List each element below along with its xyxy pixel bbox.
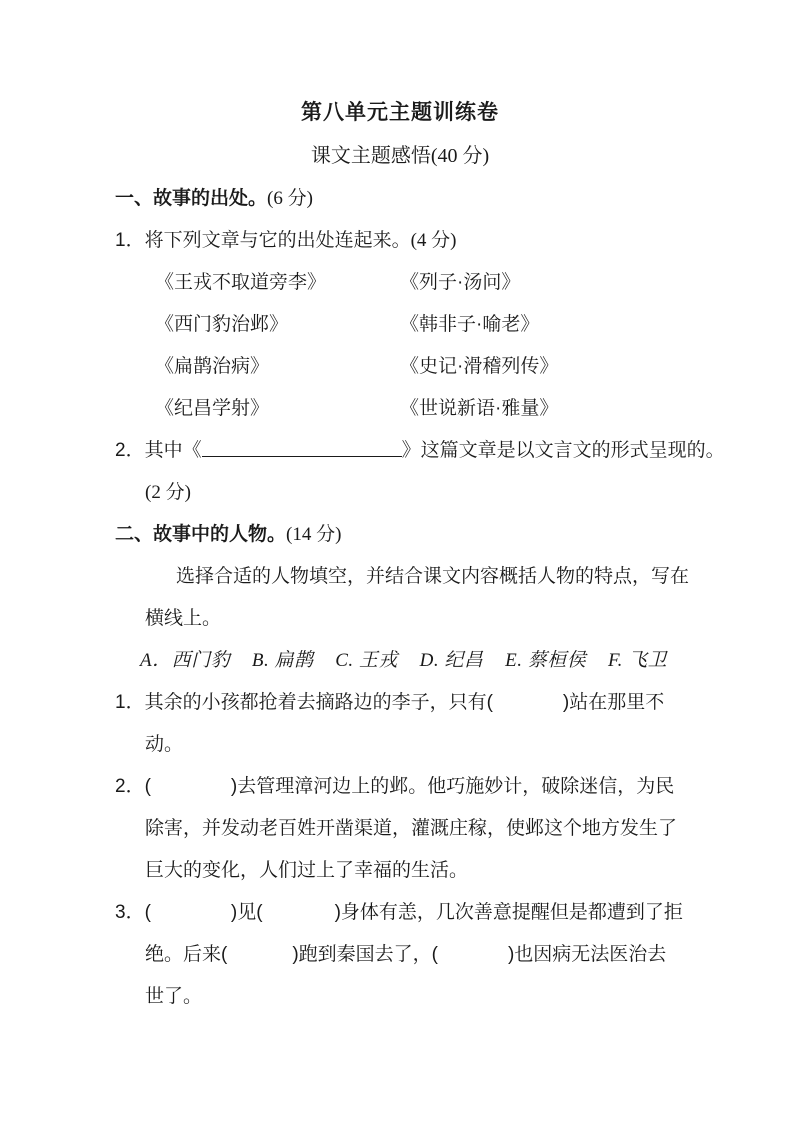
s1-q2-score: (2 分)	[145, 482, 191, 503]
match-right-item[interactable]: 《韩非子·喻老》	[400, 314, 540, 335]
match-right-item[interactable]: 《列子·汤问》	[400, 272, 521, 293]
s2-q3-line-1	[115, 892, 685, 934]
fill-blank[interactable]	[263, 917, 335, 918]
section-2-heading: 二、故事中的人物。	[115, 524, 287, 545]
s2-q1-line-2: 动。	[145, 734, 184, 755]
s2-q3-line-3: 世了。	[145, 986, 203, 1007]
s2-q3-text-b: )见(	[230, 902, 263, 923]
s1-q2-line	[115, 430, 725, 472]
option-d[interactable]: D. 纪昌	[419, 650, 484, 671]
fill-blank[interactable]	[227, 959, 292, 960]
match-row	[155, 262, 685, 304]
s2-q3-text-e: )跑到秦国去了，(	[292, 944, 438, 965]
s2-intro-line-2: 横线上。	[145, 608, 222, 629]
s1-q1-score: (4 分)	[410, 230, 457, 251]
option-f[interactable]: F. 飞卫	[608, 650, 668, 671]
s2-q3-line-2	[145, 934, 685, 976]
s1-q1-prompt: 1．将下列文章与它的出处连起来。	[115, 230, 411, 251]
s2-q3-text-f: )也因病无法医治去	[507, 944, 667, 965]
section-2-heading-line	[115, 514, 685, 556]
fill-blank[interactable]	[151, 791, 231, 792]
match-left-item[interactable]: 《纪昌学射》	[155, 398, 270, 419]
match-right-item[interactable]: 《史记·滑稽列传》	[400, 356, 559, 377]
match-left-item[interactable]: 《王戎不取道旁李》	[155, 272, 327, 293]
match-left-item[interactable]: 《西门豹治邺》	[155, 314, 289, 335]
section-1-heading-line	[115, 178, 685, 220]
s2-q3-text-c: )身体有恙，几次善意提醒但是都遭到了拒	[334, 902, 683, 923]
option-b[interactable]: B. 扁鹊	[251, 650, 314, 671]
s2-q2-text-a: 2．(	[115, 776, 151, 797]
s1-q2-prefix: 2．其中《	[115, 440, 202, 461]
section-1-score: (6 分)	[267, 188, 313, 209]
s1-q1-prompt-line	[115, 220, 685, 262]
s2-intro-line-1: 选择合适的人物填空，并结合课文内容概括人物的特点，写在	[176, 566, 690, 587]
option-a[interactable]: A．西门豹	[140, 650, 231, 671]
option-e[interactable]: E. 蔡桓侯	[505, 650, 587, 671]
match-row	[155, 304, 685, 346]
match-left-item[interactable]: 《扁鹊治病》	[155, 356, 270, 377]
s2-q3-text-d: 绝。后来(	[145, 944, 228, 965]
paper-subtitle-score: (40 分)	[430, 145, 490, 167]
match-right-item[interactable]: 《世说新语·雅量》	[400, 398, 559, 419]
subtitle-line	[115, 135, 685, 178]
s2-options-line	[140, 640, 685, 682]
paper-subtitle: 课文主题感悟	[310, 145, 431, 167]
page-title: 第八单元主题训练卷	[301, 101, 499, 124]
s2-q1-line-1	[115, 682, 685, 724]
fill-blank-underline[interactable]	[202, 436, 402, 457]
fill-blank[interactable]	[493, 707, 563, 708]
match-row	[155, 346, 685, 388]
option-c[interactable]: C. 王戎	[335, 650, 398, 671]
s2-q1-text-a: 1．其余的小孩都抢着去摘路边的李子，只有(	[115, 692, 493, 713]
s2-q3-text-a: 3．(	[115, 902, 151, 923]
s2-q2-line-3: 巨大的变化，人们过上了幸福的生活。	[145, 860, 469, 881]
s2-q1-text-b: )站在那里不	[562, 692, 665, 713]
s1-q2-suffix: 》这篇文章是以文言文的形式呈现的。	[401, 440, 725, 461]
section-2-score: (14 分)	[286, 524, 342, 545]
fill-blank[interactable]	[438, 959, 508, 960]
s2-q2-line-2: 除害，并发动老百姓开凿渠道，灌溉庄稼，使邺这个地方发生了	[145, 818, 678, 839]
s2-q2-line-1	[115, 766, 685, 808]
match-row	[155, 388, 685, 430]
fill-blank[interactable]	[151, 917, 231, 918]
s2-q2-text-b: )去管理漳河边上的邺。他巧施妙计，破除迷信，为民	[230, 776, 675, 797]
section-1-heading: 一、故事的出处。	[115, 188, 268, 209]
title-line	[115, 92, 685, 135]
